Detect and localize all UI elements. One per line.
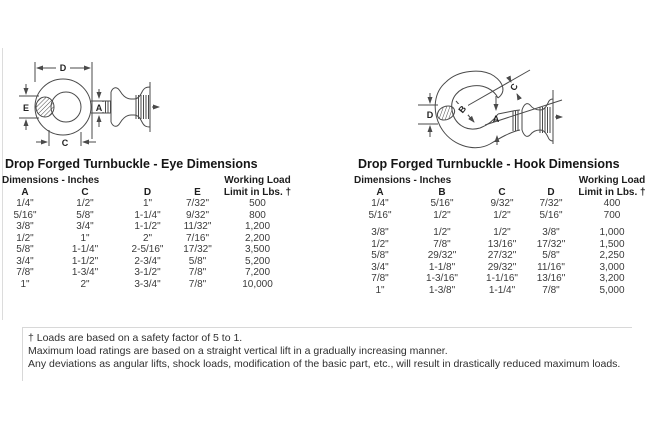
table-cell: 2-3/4": [134, 255, 161, 267]
hook-header-dimensions: Dimensions - Inches: [354, 175, 452, 186]
table-cell: 1,500: [599, 238, 625, 250]
table-cell: 3/8": [16, 221, 34, 232]
table-cell: 3/4": [371, 261, 389, 273]
eye-dim-label-a: A: [95, 103, 103, 113]
table-cell: 1/2": [433, 209, 451, 221]
table-row: [352, 210, 650, 222]
table-cell: 7/32": [539, 198, 563, 209]
table-cell: 800: [249, 209, 266, 221]
table-cell: 7/8": [433, 238, 451, 250]
footnotes-block: [22, 327, 632, 381]
hook-dim-label-a: A: [492, 114, 500, 124]
table-cell: 1/4": [16, 198, 34, 209]
table-cell: 7/8": [371, 273, 389, 284]
eye-col-limit: Limit in Lbs. †: [223, 186, 292, 198]
table-cell: 5/16": [430, 198, 454, 209]
table-row: [352, 262, 650, 274]
table-cell: 5,200: [244, 255, 271, 267]
table-cell: 5,000: [599, 284, 625, 296]
table-cell: 11/16": [537, 261, 565, 273]
table-cell: 27/32": [487, 250, 517, 261]
eye-header-group-row: [0, 175, 295, 187]
table-cell: 7/8": [188, 267, 207, 278]
hook-dimensions-section: [352, 157, 650, 296]
table-cell: 700: [603, 209, 621, 221]
table-cell: 10,000: [242, 278, 273, 290]
table-cell: 5/8": [371, 250, 389, 261]
table-cell: 2-5/16": [131, 244, 164, 255]
table-cell: 13/16": [536, 273, 566, 284]
hook-table-body: [352, 198, 650, 296]
table-cell: 3-3/4": [134, 278, 161, 290]
table-cell: 3,000: [599, 261, 625, 273]
table-cell: 1/2": [371, 238, 389, 250]
table-cell: 1,000: [599, 227, 625, 238]
hook-col-c: C: [498, 186, 506, 198]
eye-col-c: C: [81, 186, 89, 198]
hook-col-a: A: [376, 186, 384, 198]
table-cell: 5/16": [13, 209, 37, 221]
hook-column-header-row: [352, 187, 650, 199]
footnote-load-ratings: Maximum load ratings are based on a straight vertical lift in a gradually increasing manner.: [28, 345, 448, 357]
table-cell: 1-3/4": [71, 267, 99, 278]
table-row: [352, 273, 650, 285]
eye-column-header-row: [0, 187, 295, 199]
table-cell: 1/2": [493, 209, 511, 221]
table-cell: 7,200: [244, 267, 271, 278]
table-cell: 5/16": [368, 209, 392, 221]
table-cell: 3/4": [16, 255, 34, 267]
table-cell: 400: [603, 198, 621, 209]
table-row: [352, 239, 650, 251]
eye-dim-label-c: C: [61, 138, 69, 148]
table-cell: 7/8": [188, 278, 207, 290]
table-cell: 1/2": [16, 232, 34, 244]
table-cell: 29/32": [427, 250, 457, 261]
table-cell: 1": [375, 284, 385, 296]
table-row: [0, 233, 295, 245]
table-row: [0, 279, 295, 291]
table-cell: 1": [20, 278, 30, 290]
table-cell: 17/32": [183, 244, 212, 255]
eye-dim-label-e: E: [22, 103, 30, 113]
table-cell: 5/8": [76, 209, 94, 221]
table-cell: 1-1/4": [134, 209, 161, 221]
eye-dim-label-d: D: [59, 63, 67, 73]
table-cell: 9/32": [490, 198, 514, 209]
eye-col-a: A: [21, 186, 29, 198]
table-row: [352, 250, 650, 262]
hook-col-limit: Limit in Lbs. †: [578, 186, 646, 198]
table-cell: 2": [142, 232, 153, 244]
eye-table-body: [0, 198, 295, 290]
footnote-deviations: Any deviations as angular lifts, shock loads, modification of the basic part, etc., will result in drastically reduced maximum loads.: [28, 358, 621, 370]
table-cell: 1-1/8": [428, 261, 456, 273]
hook-turnbuckle-drawing: [390, 52, 605, 152]
table-cell: 11/32": [183, 221, 212, 232]
table-row: [0, 221, 295, 233]
hook-dim-label-c: C: [508, 81, 520, 93]
table-row: [352, 198, 650, 210]
eye-col-e: E: [194, 186, 201, 198]
table-cell: 17/32": [536, 238, 566, 250]
table-row: [0, 198, 295, 210]
table-cell: 13/16": [487, 238, 517, 250]
table-cell: 3-1/2": [134, 267, 161, 278]
table-cell: 1/2": [76, 198, 94, 209]
table-cell: 1/4": [371, 198, 389, 209]
table-cell: 1-1/4": [71, 244, 99, 255]
table-cell: 3/8": [542, 227, 560, 238]
table-cell: 1/2": [493, 227, 511, 238]
table-cell: 1-1/16": [486, 273, 518, 284]
hook-dimensions-table: [352, 175, 650, 296]
eye-dimensions-table: [0, 175, 295, 290]
table-cell: 1-1/2": [134, 221, 161, 232]
table-row: [352, 221, 650, 239]
table-cell: 1,200: [244, 221, 271, 232]
table-row: [0, 267, 295, 279]
eye-col-d: D: [143, 186, 152, 198]
table-cell: 5/8": [188, 255, 207, 267]
table-cell: 1-3/16": [426, 273, 458, 284]
table-cell: 2": [80, 278, 90, 290]
table-cell: 7/32": [185, 198, 209, 209]
table-cell: 3,500: [244, 244, 271, 255]
table-cell: 2,200: [244, 232, 271, 244]
table-row: [352, 285, 650, 297]
table-cell: 1": [80, 232, 90, 244]
table-cell: 1": [142, 198, 153, 209]
hook-header-group-row: [352, 175, 650, 187]
table-cell: 7/8": [16, 267, 34, 278]
table-cell: 1-1/2": [71, 255, 99, 267]
eye-header-dimensions: Dimensions - Inches: [2, 175, 100, 186]
table-cell: 1/2": [433, 227, 451, 238]
hook-dim-label-d: D: [426, 110, 434, 120]
table-cell: 3/8": [371, 227, 389, 238]
table-cell: 29/32": [487, 261, 517, 273]
hook-col-d: D: [547, 186, 555, 198]
table-cell: 5/16": [539, 209, 563, 221]
table-row: [0, 256, 295, 268]
table-cell: 3,200: [599, 273, 625, 284]
eye-table-title: Drop Forged Turnbuckle - Eye Dimensions: [5, 157, 258, 171]
hook-col-b: B: [438, 186, 446, 198]
table-row: [0, 244, 295, 256]
eye-dimensions-section: [0, 157, 295, 290]
table-cell: 7/16": [185, 232, 209, 244]
table-cell: 1-1/4": [488, 284, 516, 296]
hook-dim-label-b: B: [456, 103, 469, 116]
hook-header-working-load: Working Load: [578, 175, 646, 186]
table-cell: 1-3/8": [428, 284, 456, 296]
footnote-safety-factor: † Loads are based on a safety factor of 5 to 1.: [28, 332, 243, 344]
eye-turnbuckle-drawing: [12, 42, 167, 154]
eye-header-working-load: Working Load: [224, 175, 291, 186]
table-row: [0, 210, 295, 222]
table-cell: 2,250: [599, 250, 625, 261]
table-cell: 500: [249, 198, 266, 209]
hook-table-title: Drop Forged Turnbuckle - Hook Dimensions: [358, 157, 620, 171]
table-cell: 9/32": [185, 209, 209, 221]
table-cell: 7/8": [542, 284, 560, 296]
table-cell: 5/8": [16, 244, 34, 255]
table-cell: 3/4": [76, 221, 94, 232]
table-cell: 5/8": [542, 250, 560, 261]
